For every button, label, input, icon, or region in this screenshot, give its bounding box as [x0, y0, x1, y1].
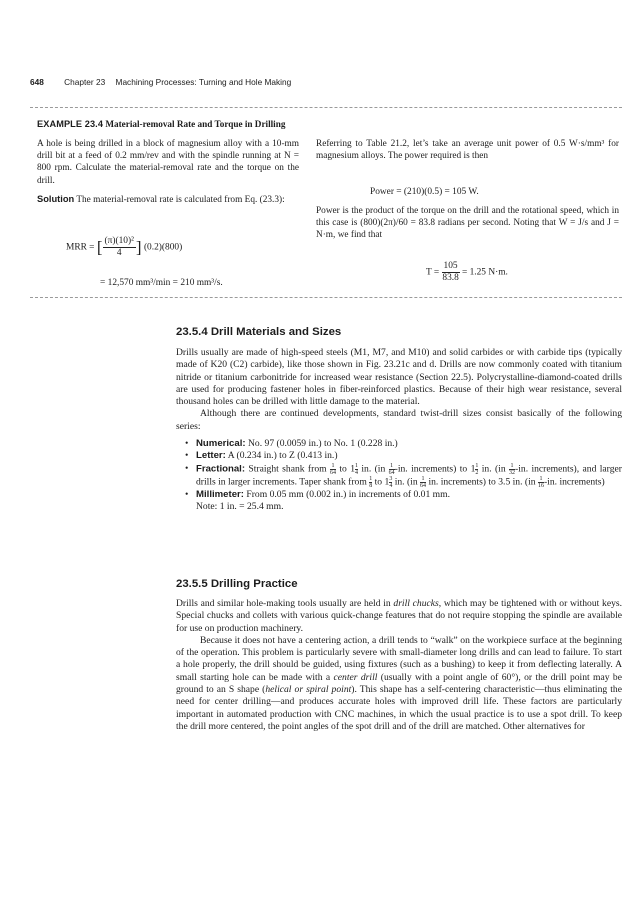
page-number: 648 [30, 77, 44, 87]
section-23-5-4-title: 23.5.4 Drill Materials and Sizes [176, 326, 342, 338]
section-23-5-4-body [176, 347, 622, 513]
section-23-5-5-body [176, 598, 622, 733]
torque-lhs: T = [426, 267, 440, 278]
example-unit-power-text: Referring to Table 21.2, let’s take an average unit power of 0.5 W·s/mm³ for magnesium alloys. The power required is then [316, 139, 619, 162]
mrr-fraction [103, 236, 136, 259]
example-problem: A hole is being drilled in a block of magnesium alloy with a 10-mm drill bit at a feed of 0.2 mm/rev and with the spindle running at N = 800 rpm. Calculate the material-removal rate and the torque on the drill. [37, 139, 299, 186]
torque-result: = 1.25 N·m. [461, 267, 508, 278]
page-header [30, 77, 620, 87]
example-title [37, 119, 285, 129]
example-torque-text-block [316, 205, 619, 242]
example-heading: Material-removal Rate and Torque in Drilling [105, 119, 286, 129]
torque-equation [426, 261, 508, 284]
mrr-lhs: MRR = [66, 242, 95, 253]
drill-walk-paragraph: Because it does not have a centering action, a drill tends to “walk” on the workpiece surface at the beginning of the operation. This problem is particularly severe with small-diameter long drills and can lead to failure. To start a hole properly, the drill should be guided, using fixtures (such as a bushing) to keep it from deflecting laterally. A small starting hole can be made with a center drill (usually with a point angle of 60°), or the drill point may be ground to an S shape (helical or spiral point). This shape has a self-centering characteristic—thus eliminating the need for center drilling—and produces accurate holes with improved drill life. These factors are particularly important in automated production with CNC machines, in which the usual practice is to use a spot drill. To keep the drill more centered, the point angles of the spot drill and of the drill are matched. Other alternatives for [176, 634, 622, 732]
chapter-label: Chapter 23 [64, 77, 106, 87]
mrr-factor: (0.2)(800) [143, 242, 183, 253]
list-item-fractional: • Fractional: Straight shank from $\frac{1}{64}$ to 1 $\frac{1}{4}$ in. (in $\frac{1}{64}$ -in. increments) to 1 $\frac{1}{2}$ in. (in $\frac{1}{32}$ -in. increments), and larger drills in larger increments. Taper shank from $\frac{1}{8}$ to 1 $\frac{3}{4}$ in. (in $\frac{1}{64}$ in. increments) to 3.5 in. (in $\frac{1}{16}$ -in. increments) [196, 463, 622, 489]
power-equation: Power = (210)(0.5) = 105 W. [370, 187, 479, 197]
example-top-rule [30, 107, 622, 108]
unit-note: Note: 1 in. = 25.4 mm. [196, 500, 284, 512]
list-item-millimeter: • Millimeter: From 0.05 mm (0.002 in.) in increments of 0.01 mm. [196, 489, 622, 501]
list-item-numerical: • Numerical: No. 97 (0.0059 in.) to No. 1 (0.228 in.) [196, 438, 622, 450]
chapter-title: Machining Processes: Turning and Hole Making [115, 77, 292, 87]
example-right-column [316, 138, 619, 162]
example-bottom-rule [30, 297, 622, 298]
drill-chucks-paragraph: Drills and similar hole-making tools usually are held in drill chucks, which may be tightened with or without keys. Special chucks and collets with various quick-change features that do not require stopping the spindle are available for use on production machinery. [176, 598, 623, 634]
example-torque-text: Power is the product of the torque on the drill and the rotational speed, which in this case is (800)(2π)/60 = 83.8 radians per second. Noting that W = J/s and J = N·m, we find that [316, 206, 619, 241]
solution-text: The material-removal rate is calculated from Eq. (23.3): [76, 194, 285, 205]
mrr-denominator: 4 [116, 248, 122, 258]
mrr-numerator: (π)(10)² [104, 236, 134, 246]
section-23-5-5-title: 23.5.5 Drilling Practice [176, 578, 298, 590]
torque-fraction [442, 261, 460, 284]
example-left-column [37, 138, 299, 206]
torque-numerator: 105 [443, 261, 458, 271]
mrr-result: = 12,570 mm³/min = 210 mm³/s. [100, 278, 223, 288]
example-solution [37, 193, 299, 206]
drill-materials-paragraph: Drills usually are made of high-speed steels (M1, M7, and M10) and solid carbides or with carbide tips (typically made of K20 (C2) carbide), like those shown in Fig. 23.21c and d. Drills are now commonly coated with titanium nitride or titanium carbonitride for increased wear resistance (Section 22.5). Polycrystalline-diamond-coated drills are used for producing fastener holes in fiber-reinforced plastics. Because of their high wear resistance, several thousand holes can be drilled with little damage to the material. [176, 347, 622, 408]
solution-label: Solution [37, 193, 75, 204]
torque-denominator: 83.8 [442, 273, 459, 283]
mrr-equation: MRR = [ $\frac{\text{(π)(10)²}}{4}$ ] (0.2)(800) [66, 236, 183, 258]
drill-sizes-paragraph: Although there are continued developments, standard twist-drill sizes consist basically of the following series: [176, 408, 622, 432]
drill-size-list [176, 438, 622, 501]
list-item-letter: • Letter: A (0.234 in.) to Z (0.413 in.) [196, 450, 622, 462]
example-label: EXAMPLE 23.4 [37, 119, 104, 129]
